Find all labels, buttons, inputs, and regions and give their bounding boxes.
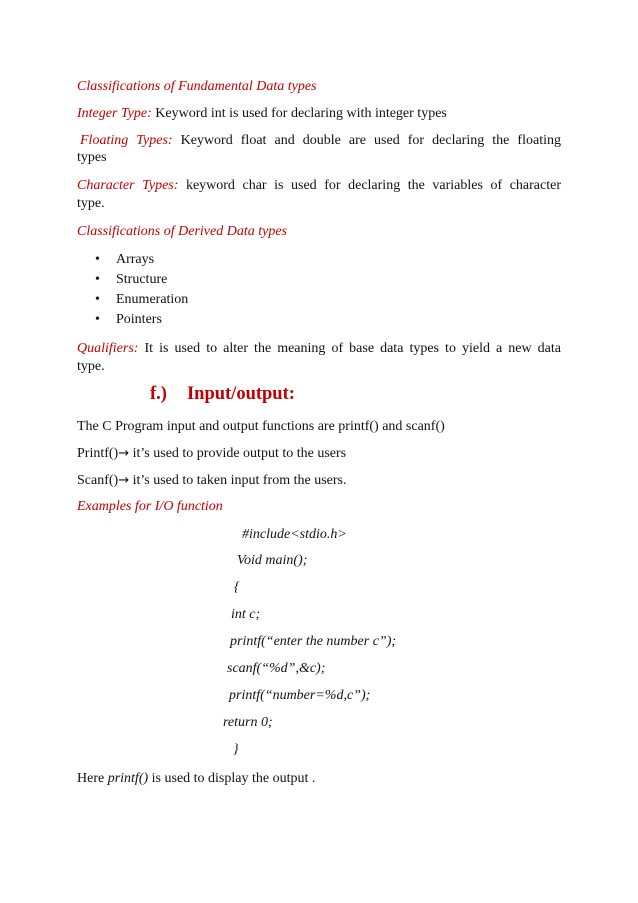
qualifiers-line	[77, 341, 561, 357]
examples-heading: Examples for I/O function	[77, 499, 223, 514]
io-functions-line: The C Program input and output functions are printf() and scanf()	[77, 419, 445, 434]
bullet-dot-icon: •	[95, 272, 100, 287]
list-item-label: Structure	[116, 272, 168, 287]
code-line: #include<stdio.h>	[242, 527, 347, 542]
floating-type-label: Floating Types:	[80, 133, 173, 148]
character-type-cont: type.	[77, 196, 105, 211]
code-line: printf(“number=%d,c”);	[229, 688, 371, 703]
footer-fn: printf()	[107, 771, 149, 786]
bullet-dot-icon: •	[95, 312, 100, 327]
qualifiers-cont: type.	[77, 359, 105, 374]
bullet-dot-icon: •	[95, 252, 100, 267]
heading-fundamental-types: Classifications of Fundamental Data types	[77, 79, 317, 94]
scanf-line	[77, 473, 561, 489]
printf-text: it’s used to provide output to the users	[129, 446, 347, 461]
section-title: Input/output:	[186, 384, 295, 404]
code-line: scanf(“%d”,&c);	[227, 661, 326, 676]
code-line: {	[234, 580, 240, 595]
scanf-text: it’s used to taken input from the users.	[129, 473, 347, 488]
footer-line	[77, 771, 561, 787]
list-item-label: Enumeration	[116, 292, 189, 307]
scanf-fn: Scanf()	[77, 473, 119, 488]
qualifiers-text: It is used to alter the meaning of base data types to yield a new data	[138, 341, 561, 356]
code-line: Void main();	[237, 553, 308, 568]
code-line: int c;	[231, 607, 261, 622]
list-item	[95, 252, 579, 268]
list-item	[95, 312, 579, 328]
code-line: }	[233, 742, 239, 757]
list-item-label: Arrays	[116, 252, 155, 267]
right-arrow-icon: →	[118, 446, 130, 461]
character-type-text: keyword char is used for declaring the variables of character	[178, 178, 561, 193]
floating-type-text: Keyword float and double are used for declaring the floating	[172, 133, 561, 148]
integer-type-line	[77, 106, 561, 122]
right-arrow-icon: →	[118, 473, 130, 488]
printf-line	[77, 446, 561, 462]
printf-fn: Printf()	[77, 446, 119, 461]
footer-post: is used to display the output .	[148, 771, 316, 786]
list-item-label: Pointers	[116, 312, 162, 327]
list-item	[95, 272, 579, 288]
floating-type-cont: types	[77, 150, 107, 165]
heading-derived-types: Classifications of Derived Data types	[77, 224, 287, 239]
code-line: printf(“enter the number c”);	[230, 634, 397, 649]
bullet-dot-icon: •	[95, 292, 100, 307]
floating-type-line	[80, 133, 561, 149]
section-number: f.)	[150, 384, 167, 404]
code-line: return 0;	[223, 715, 273, 730]
character-type-line	[77, 178, 561, 194]
integer-type-label: Integer Type:	[77, 106, 152, 121]
integer-type-text: Keyword int is used for declaring with integer types	[151, 106, 447, 121]
footer-pre: Here	[77, 771, 108, 786]
section-heading	[150, 384, 634, 404]
list-item	[95, 292, 579, 308]
qualifiers-label: Qualifiers:	[77, 341, 139, 356]
character-type-label: Character Types:	[77, 178, 179, 193]
